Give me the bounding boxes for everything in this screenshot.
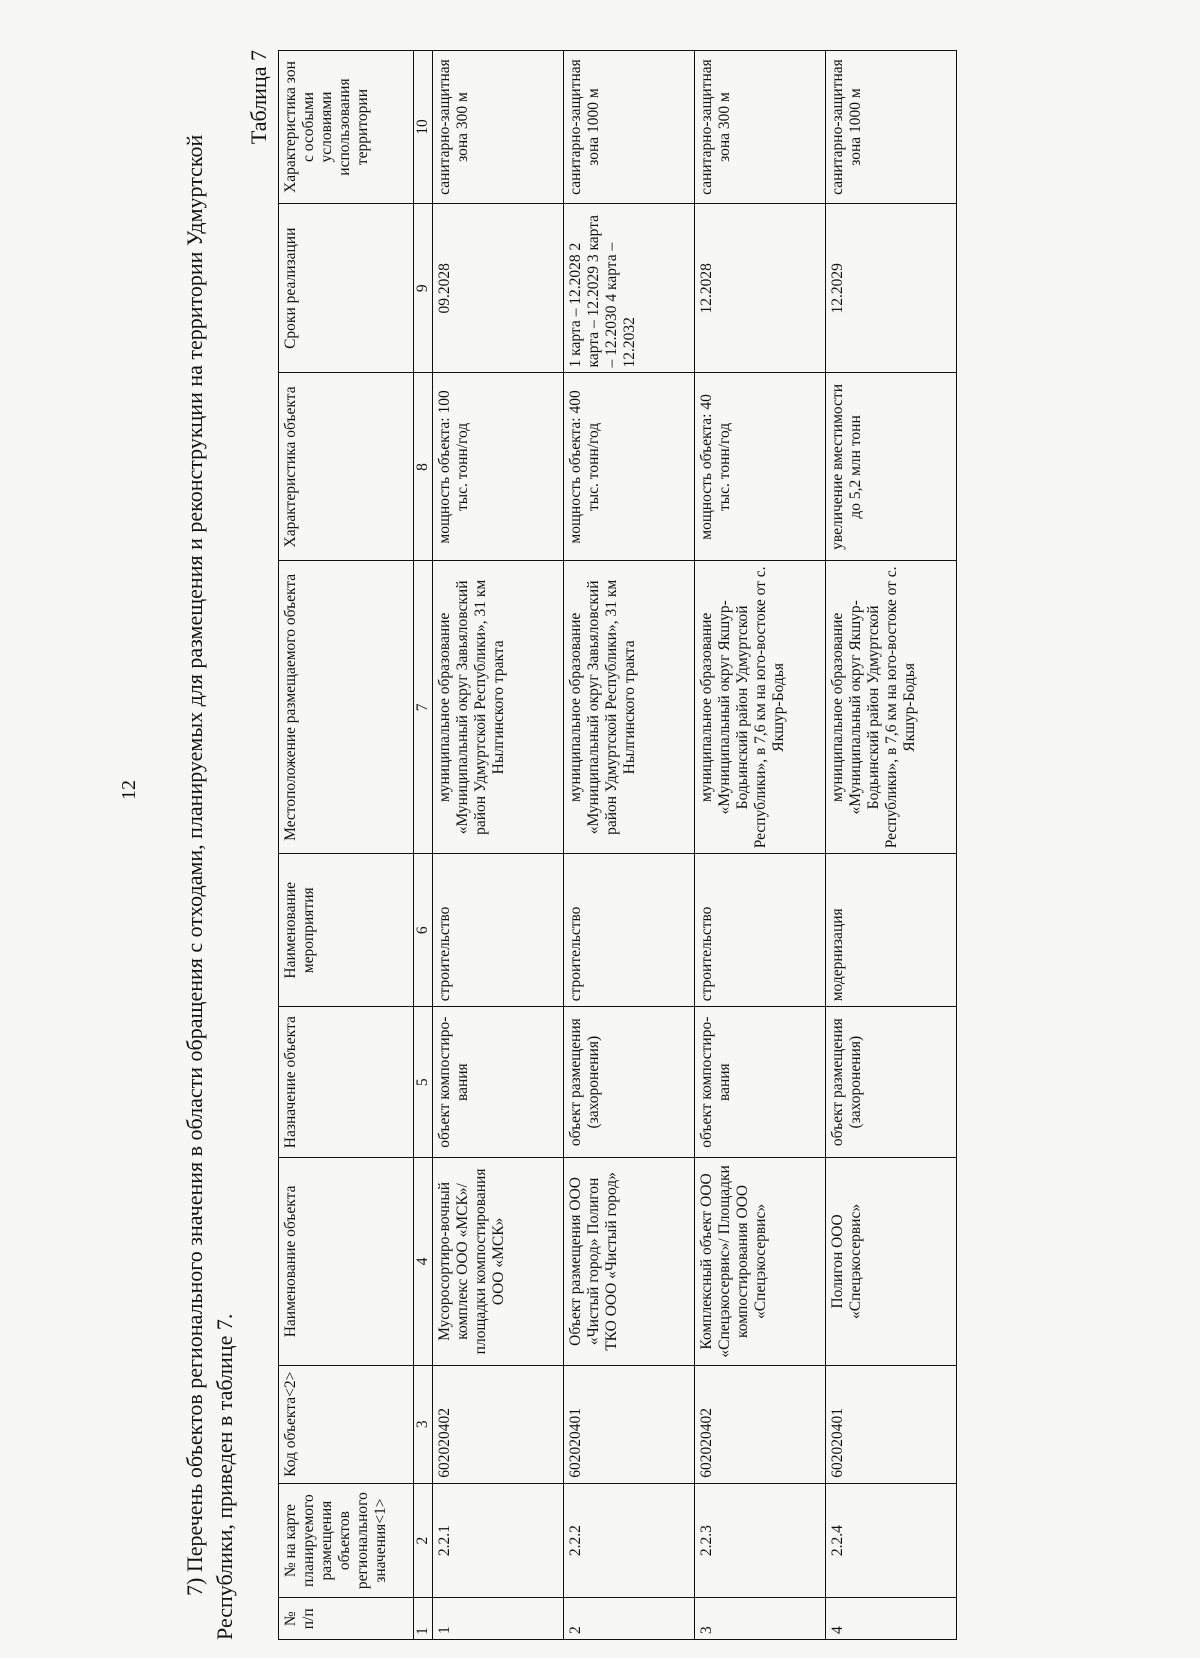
table-cell: 602020402	[695, 1365, 826, 1483]
column-header: Местоположение размещаемого объекта	[279, 561, 414, 854]
table-cell: мощность объекта: 400 тыс. тонн/год	[564, 373, 695, 561]
column-header: Код объекта<2>	[279, 1365, 414, 1483]
table-cell: Полигон ООО «Спецэкосервис»	[826, 1158, 957, 1366]
table-cell: объект компостиро-вания	[433, 1007, 564, 1158]
column-header: № на карте планируемого размещения объектов регионального значения<1>	[279, 1483, 414, 1598]
table-cell: 3	[695, 1598, 826, 1640]
column-number: 1	[414, 1598, 433, 1640]
table-cell: санитарно-защитная зона 300 м	[433, 51, 564, 204]
column-header: Характеристика объекта	[279, 373, 414, 561]
column-header: Назначение объекта	[279, 1007, 414, 1158]
column-header: Наименование объекта	[279, 1158, 414, 1366]
table-cell: муниципальное образование «Муниципальный округ Якшур-Бодьинский район Удмуртской Республики», в 7,6 км на юго-востоке от с. Якшур-Бодья	[826, 561, 957, 854]
table-cell: строительство	[564, 854, 695, 1007]
table-cell: Комплексный объект ООО «Спецэкосервис»/ Площадки компостирования ООО «Спецэкосервис»	[695, 1158, 826, 1366]
table-cell: 602020401	[826, 1365, 957, 1483]
objects-table	[278, 50, 957, 1640]
table-cell: 12.2028	[695, 204, 826, 373]
table-cell: санитарно-защитная зона 1000 м	[564, 51, 695, 204]
table-cell: муниципальное образование «Муниципальный округ Якшур-Бодьинский район Удмуртской Республики», в 7,6 км на юго-востоке от с. Якшур-Бодья	[695, 561, 826, 854]
column-number: 4	[414, 1158, 433, 1366]
table-row	[433, 51, 564, 1640]
table-row	[695, 51, 826, 1640]
table-cell: объект размещения (захоронения)	[826, 1007, 957, 1158]
table-cell: 2.2.3	[695, 1483, 826, 1598]
table-cell: 4	[826, 1598, 957, 1640]
table-cell: увеличение вместимости до 5,2 млн тонн	[826, 373, 957, 561]
column-number: 5	[414, 1007, 433, 1158]
column-header: № п/п	[279, 1598, 414, 1640]
table-cell: муниципальное образование «Муниципальный округ Завьяловский район Удмуртской Республики», 31 км Нылгинского тракта	[564, 561, 695, 854]
table-cell: 1	[433, 1598, 564, 1640]
table-cell: 2.2.2	[564, 1483, 695, 1598]
table-cell: 602020401	[564, 1365, 695, 1483]
column-number: 6	[414, 854, 433, 1007]
page-number: 12	[118, 780, 140, 800]
table-cell: объект компостиро-вания	[695, 1007, 826, 1158]
column-header: Наименование мероприятия	[279, 854, 414, 1007]
column-header: Характеристика зон с особыми условиями использования территории	[279, 51, 414, 204]
table-cell: мощность объекта: 100 тыс. тонн/год	[433, 373, 564, 561]
table-cell: строительство	[695, 854, 826, 1007]
table-cell: модернизация	[826, 854, 957, 1007]
table-cell: санитарно-защитная зона 300 м	[695, 51, 826, 204]
rotated-page-content	[180, 30, 1190, 1640]
table-cell: 602020402	[433, 1365, 564, 1483]
column-header: Сроки реализации	[279, 204, 414, 373]
column-number: 2	[414, 1483, 433, 1598]
table-cell: 12.2029	[826, 204, 957, 373]
table-cell: Объект размещения ООО «Чистый город» Полигон ТКО ООО «Чистый город»	[564, 1158, 695, 1366]
table-cell: мощность объекта: 40 тыс. тонн/год	[695, 373, 826, 561]
table-cell: объект размещения (захоронения)	[564, 1007, 695, 1158]
table-cell: 2.2.1	[433, 1483, 564, 1598]
table-title: Таблица 7	[246, 50, 271, 145]
column-number: 10	[414, 51, 433, 204]
table-cell: 1 карта – 12.2028 2 карта – 12.2029 3 карта – 12.2030 4 карта – 12.2032	[564, 204, 695, 373]
column-number-row	[414, 51, 433, 1640]
table-cell: Мусоросортиро-вочный комплекс ООО «МСК»/ площадки компостирования ООО «МСК»	[433, 1158, 564, 1366]
column-number: 3	[414, 1365, 433, 1483]
column-number: 8	[414, 373, 433, 561]
column-number: 9	[414, 204, 433, 373]
table-row	[564, 51, 695, 1640]
table-cell: строительство	[433, 854, 564, 1007]
section-heading: 7) Перечень объектов регионального значения в области обращения с отходами, планируемых для размещения и реконструкции на территории Удмуртской Республики, приведен в таблице 7.	[182, 134, 237, 1640]
table-row	[826, 51, 957, 1640]
table-cell: 2.2.4	[826, 1483, 957, 1598]
table-cell: муниципальное образование «Муниципальный округ Завьяловский район Удмуртской Республики», 31 км Нылгинского тракта	[433, 561, 564, 854]
table-cell: 2	[564, 1598, 695, 1640]
column-number: 7	[414, 561, 433, 854]
table-cell: санитарно-защитная зона 1000 м	[826, 51, 957, 204]
header-row	[279, 51, 414, 1640]
table-cell: 09.2028	[433, 204, 564, 373]
